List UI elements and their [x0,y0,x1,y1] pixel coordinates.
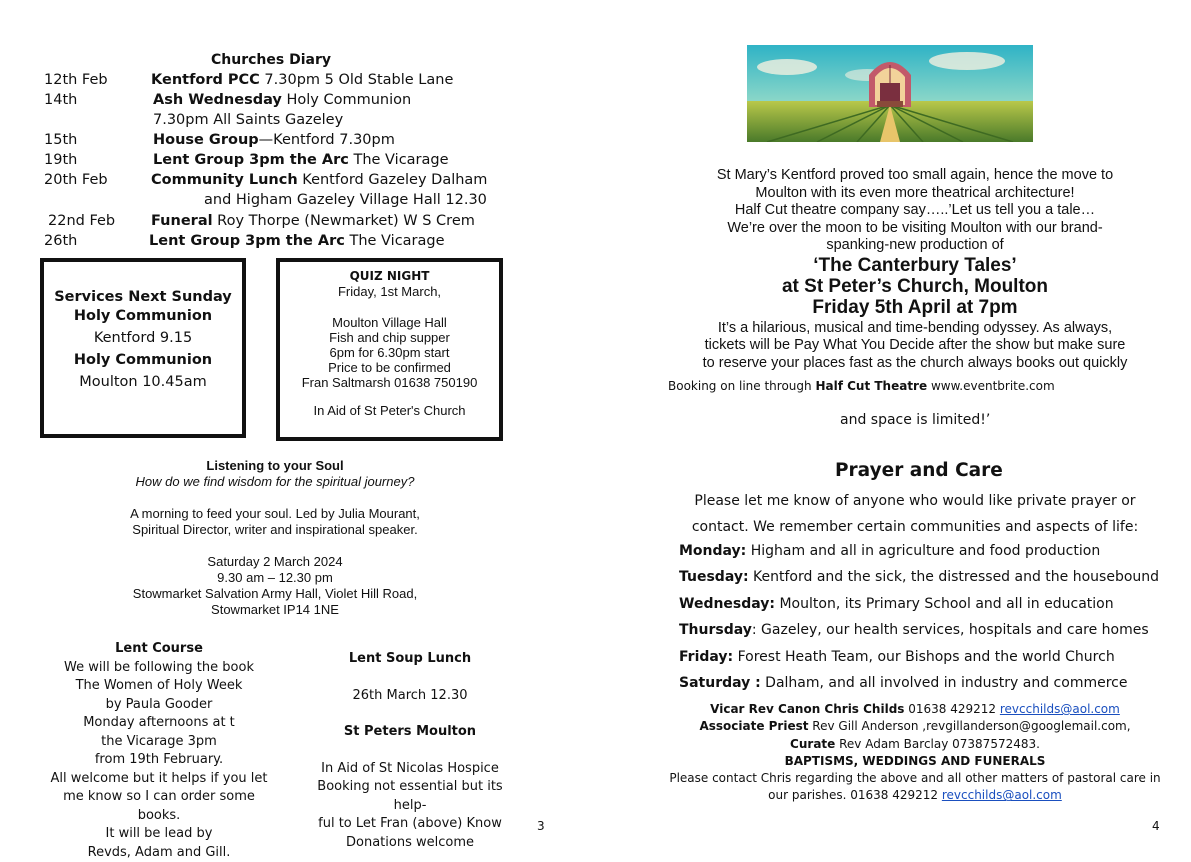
assoc-label: Associate Priest [699,719,809,734]
soup-title: Lent Soup Lunch [348,651,472,666]
assoc-line [660,718,1170,735]
lent-course-line: The Women of Holy Week [75,678,243,693]
soul-section [40,458,510,618]
lent-course-line: We will be following the book [64,659,254,675]
lent-course-line: by Paula Gooder [105,696,213,712]
prayer-focus: Higham and all in agriculture and food production [746,543,1101,559]
soup-venue: St Peters Moulton [343,724,477,739]
diary-detail: Kentford Gazeley Dalham [297,172,488,188]
desc-line: tickets will be Pay What You Decide after the show but make sure [704,337,1126,353]
quiz-time: 6pm for 6.30pm start [329,345,450,360]
show-line: ‘The Canterbury Tales’ [813,254,1017,276]
diary-detail: Holy Communion [281,92,412,108]
prayer-day: Wednesday: [679,595,776,612]
theatre-illustration [747,45,1033,142]
prayer-day: Tuesday: [679,569,749,586]
chris-email-link[interactable]: revcchilds@aol.com [941,788,1062,803]
booking-pre: Booking on line through [668,379,816,393]
prayer-day: Monday: [679,543,747,559]
soup-date: 26th March 12.30 [352,687,468,703]
prayer-day-row [679,564,1159,590]
lent-course-line: me know so I can order some [63,789,255,804]
prayer-title: Prayer and Care [835,460,1003,481]
diary-event: Lent Group 3pm the Arc [153,152,349,168]
quiz-price: Price to be confirmed [328,360,451,375]
intro-line: We’re over the moon to be visiting Moulton with our brand- [727,219,1103,236]
lent-course-line: the Vicarage 3pm [101,733,217,749]
prayer-intro1: Please let me know of anyone who would like private prayer or [694,493,1136,509]
diary-entry [151,172,487,188]
please-line1: Please contact Chris regarding the above and all other matters of pastoral care in [669,771,1161,786]
diary-entry [151,72,453,88]
intro-lines [660,167,1170,255]
prayer-day: Thursday [679,622,752,639]
diary-event: House Group [153,132,259,148]
diary-detail: —Kentford 7.30pm [258,132,395,148]
quiz-title: QUIZ NIGHT [349,269,430,283]
diary-detail: The Vicarage [348,152,449,168]
diary-date: 14th [44,92,78,108]
diary-entry [151,213,475,229]
booking-site[interactable]: www.eventbrite.com [927,379,1055,393]
booking-company: Half Cut Theatre [815,379,928,393]
intro-line: spanking-new production of [826,237,1004,253]
prayer-days [679,538,1159,696]
desc-line: It’s a hilarious, musical and time-bending odyssey. As always, [717,319,1113,336]
vicar-label: Vicar Rev Canon Chris Childs [710,702,905,716]
soup-lunch [300,650,520,852]
lent-course-line: It will be lead by [105,826,213,841]
lent-course-line: Revds, Adam and Gill. [87,844,231,860]
quiz-box [276,258,503,441]
diary-event: Kentford PCC [151,72,260,88]
soul-title: Listening to your Soul [206,458,344,473]
soul-time: 9.30 am – 12.30 pm [217,570,333,585]
prayer-intro2: contact. We remember certain communities and aspects of life: [691,519,1139,535]
diary-date: 22nd Feb [48,213,116,229]
prayer-focus: Dalham, and all involved in industry and commerce [760,675,1128,692]
intro-line: Half Cut theatre company say…..’Let us tell you a tale… [734,202,1096,218]
prayer-day-row [679,670,1159,696]
show-description [660,320,1170,373]
vicar-phone: 01638 429212 [904,702,1000,716]
desc-line: to reserve your places fast as the church always books out quickly [702,354,1128,371]
diary-date: 12th Feb [44,72,108,88]
diary-date: 26th [44,233,78,249]
diary-entry [153,92,411,108]
soul-subtitle: How do we find wisdom for the spiritual journey? [135,474,415,489]
diary-event: Community Lunch [151,172,298,188]
diary-entry [153,152,449,168]
prayer-focus: Forest Heath Team, our Bishops and the world Church [733,648,1115,665]
prayer-day-row [679,644,1159,670]
quiz-venue: Moulton Village Hall [332,315,447,330]
diary-event: Funeral [151,213,213,229]
soup-line: Booking not essential but its help- [317,779,503,813]
services-place1: Kentford 9.15 [93,330,193,346]
please-line2 [660,787,1170,804]
diary-entry [153,132,395,148]
prayer-focus: Kentford and the sick, the distressed and the housebound [748,569,1160,586]
quiz-date: Friday, 1st March, [337,284,442,299]
services-hc1: Holy Communion [73,308,213,324]
lent-course-line: from 19th February. [94,752,224,767]
contacts-block [660,701,1170,805]
show-title [660,255,1170,318]
booking-line [668,379,1055,393]
soul-line2: Spiritual Director, writer and inspirational speaker. [132,522,418,537]
diary-date: 20th Feb [44,172,108,188]
soul-date: Saturday 2 March 2024 [207,554,343,569]
prayer-day-row [679,591,1159,617]
prayer-focus: Moulton, its Primary School and all in education [775,595,1114,612]
diary-event: Lent Group 3pm the Arc [149,233,345,249]
quiz-contact: Fran Saltmarsh 01638 750190 [301,375,478,390]
intro-block [660,167,1170,372]
soul-venue1: Stowmarket Salvation Army Hall, Violet Hill Road, [132,586,418,601]
please-text2: our parishes. 01638 429212 [768,788,942,803]
diary-detail: Roy Thorpe (Newmarket) W S Crem [212,213,475,229]
curate-label: Curate [790,736,836,751]
soup-line: ful to Let Fran (above) Know [318,816,502,831]
space-limited: and space is limited!’ [840,412,991,428]
bap-heading: BAPTISMS, WEDDINGS AND FUNERALS [784,753,1046,768]
prayer-day-row [679,617,1159,643]
lent-course-lines [40,659,278,862]
diary-detail: 7.30pm 5 Old Stable Lane [259,72,454,88]
page-number-right: 4 [1152,819,1160,833]
lent-course [40,640,278,862]
prayer-day: Friday: [679,648,734,665]
vicar-email-link[interactable]: revcchilds@aol.com [999,702,1120,716]
quiz-aid: In Aid of St Peter's Church [313,403,466,418]
prayer-day-row [679,538,1159,564]
prayer-focus: : Gazeley, our health services, hospitals and care homes [751,622,1149,639]
services-title: Services Next Sunday [54,289,232,305]
diary-detail: and Higham Gazeley Village Hall 12.30 [204,192,487,208]
curate-text: Rev Adam Barclay 07387572483. [835,736,1040,751]
services-place2: Moulton 10.45am [79,374,207,390]
intro-line: Moulton with its even more theatrical architecture! [755,184,1075,201]
diary-entry [204,192,487,208]
show-line: at St Peter’s Church, Moulton [781,275,1049,297]
show-line: Friday 5th April at 7pm [812,296,1018,318]
soup-line: Donations welcome [346,834,474,850]
page-number-left: 3 [537,819,545,833]
curate-line [660,736,1170,753]
diary-detail: The Vicarage [344,233,445,249]
lent-course-line: All welcome but it helps if you let [50,770,268,786]
diary-date: 15th [44,132,78,148]
soup-line: In Aid of St Nicolas Hospice [321,760,499,776]
soul-line1: A morning to feed your soul. Led by Julia Mourant, [130,506,420,521]
soup-lines [300,760,520,853]
prayer-intro [660,488,1170,540]
soul-venue2: Stowmarket IP14 1NE [211,602,339,617]
diary-event: Ash Wednesday [153,92,282,108]
services-box [40,258,246,438]
assoc-text: Rev Gill Anderson ,revgillanderson@googlemail.com, [808,719,1131,734]
quiz-supper: Fish and chip supper [329,330,450,345]
lent-course-title: Lent Course [115,641,203,656]
prayer-day: Saturday : [679,675,761,692]
services-hc2: Holy Communion [73,352,213,368]
vicar-line [660,701,1170,718]
diary-date: 19th [44,152,78,168]
diary-title: Churches Diary [211,52,331,68]
diary-detail: 7.30pm All Saints Gazeley [153,112,344,128]
lent-course-line: Monday afternoons at t [83,715,235,730]
diary-entry [153,112,343,128]
intro-line: St Mary’s Kentford proved too small again, hence the move to [716,167,1114,183]
lent-course-line: books. [137,807,181,823]
diary-entry [149,233,445,249]
